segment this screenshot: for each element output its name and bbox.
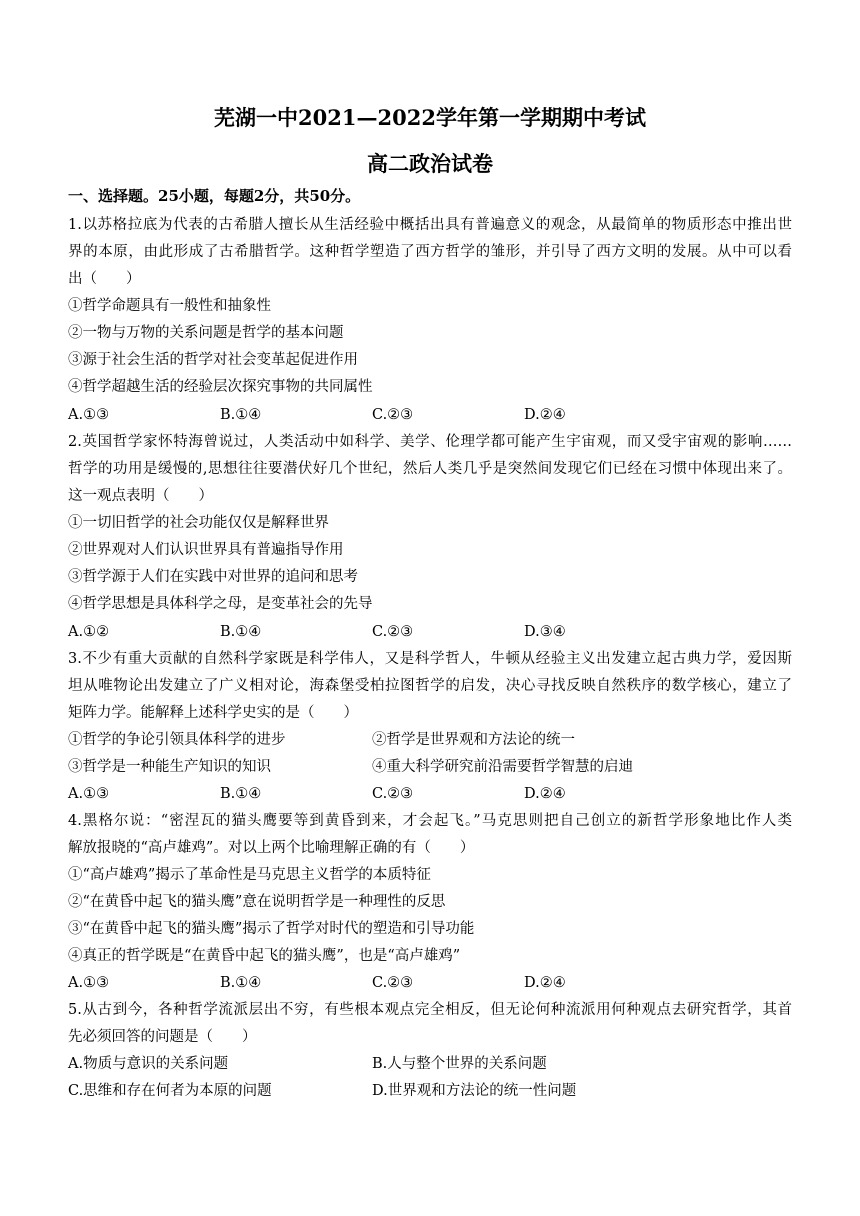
statement-item: ②世界观对人们认识世界具有普遍指导作用	[68, 542, 344, 558]
question-stem-line: 哲学的功用是缓慢的,思想往往要潜伏好几个世纪，然后人类几乎是突然间发现它们已经在习惯中体现出来了。	[68, 461, 792, 477]
statement-item: ①一切旧哲学的社会功能仅仅是解释世界	[68, 515, 329, 531]
statement-item: ③“在黄昏中起飞的猫头鹰”揭示了哲学对时代的塑造和引导功能	[68, 921, 475, 937]
option-c: C.②③	[372, 407, 414, 423]
option-c: C.②③	[372, 975, 414, 991]
option-c: C.②③	[372, 786, 414, 802]
statement-item: ④哲学思想是具体科学之母，是变革社会的先导	[68, 596, 373, 612]
question-stem-line: 坦从唯物论出发建立了广义相对论，海森堡受柏拉图哲学的启发，决心寻找反映自然秩序的数学核心，建立了	[68, 678, 792, 694]
option-b: B.人与整个世界的关系问题	[372, 1056, 547, 1072]
option-b: B.①④	[220, 407, 262, 423]
statement-item: ④哲学超越生活的经验层次探究事物的共同属性	[68, 379, 373, 395]
option-d: D.②④	[524, 786, 566, 802]
option-b: B.①④	[220, 975, 262, 991]
exam-title: 芜湖一中2021—2022学年第一学期期中考试	[214, 105, 646, 130]
question-stem-line: 解放报晓的“高卢雄鸡”。对以上两个比喻理解正确的有（ ）	[68, 840, 475, 856]
exam-subtitle: 高二政治试卷	[367, 151, 493, 176]
question-stem-line: 2.英国哲学家怀特海曾说过，人类活动中如科学、美学、伦理学都可能产生宇宙观，而又受宇宙观的影响……	[68, 434, 792, 450]
statement-item: ①哲学命题具有一般性和抽象性	[68, 298, 271, 314]
option-a: A.①②	[68, 624, 110, 640]
question-stem-line: 出（ ）	[68, 271, 141, 287]
option-a: A.物质与意识的关系问题	[68, 1056, 229, 1072]
option-d: D.③④	[524, 624, 566, 640]
statement-item: ②哲学是世界观和方法论的统一	[372, 732, 575, 748]
option-d: D.②④	[524, 975, 566, 991]
statement-item: ④重大科学研究前沿需要哲学智慧的启迪	[372, 759, 633, 775]
statement-item: ③源于社会生活的哲学对社会变革起促进作用	[68, 352, 358, 368]
option-c: C.思维和存在何者为本原的问题	[68, 1083, 272, 1099]
option-a: A.①③	[68, 786, 110, 802]
option-a: A.①③	[68, 975, 110, 991]
statement-item: ②“在黄昏中起飞的猫头鹰”意在说明哲学是一种理性的反思	[68, 894, 446, 910]
question-stem-line: 界的本原，由此形成了古希腊哲学。这种哲学塑造了西方哲学的雏形，并引导了西方文明的发展。从中可以看	[68, 244, 792, 260]
question-stem-line: 先必须回答的问题是（ ）	[68, 1029, 257, 1045]
option-d: D.②④	[524, 407, 566, 423]
option-a: A.①③	[68, 407, 110, 423]
question-stem-line: 3.不少有重大贡献的自然科学家既是科学伟人，又是科学哲人，牛顿从经验主义出发建立起古典力学，爱因斯	[68, 651, 792, 667]
option-b: B.①④	[220, 786, 262, 802]
section-heading: 一、选择题。25小题，每题2分，共50分。	[68, 187, 361, 205]
statement-item: ②一物与万物的关系问题是哲学的基本问题	[68, 325, 344, 341]
question-stem-line: 这一观点表明（ ）	[68, 488, 213, 504]
option-b: B.①④	[220, 624, 262, 640]
statement-item: ④真正的哲学既是“在黄昏中起飞的猫头鹰”，也是“高卢雄鸡”	[68, 948, 461, 964]
option-d: D.世界观和方法论的统一性问题	[372, 1083, 577, 1099]
option-c: C.②③	[372, 624, 414, 640]
question-stem-line: 矩阵力学。能解释上述科学史实的是（ ）	[68, 705, 358, 721]
question-stem-line: 5.从古到今，各种哲学流派层出不穷，有些根本观点完全相反，但无论何种流派用何种观点去研究哲学，其首	[68, 1002, 792, 1018]
question-stem-line: 4.黑格尔说：“密涅瓦的猫头鹰要等到黄昏到来，才会起飞。”马克思则把自己创立的新哲学形象地比作人类	[68, 813, 792, 829]
question-stem-line: 1.以苏格拉底为代表的古希腊人擅长从生活经验中概括出具有普遍意义的观念，从最简单的物质形态中推出世	[68, 217, 792, 233]
statement-item: ③哲学源于人们在实践中对世界的追问和思考	[68, 569, 358, 585]
statement-item: ①“高卢雄鸡”揭示了革命性是马克思主义哲学的本质特征	[68, 867, 431, 883]
statement-item: ③哲学是一种能生产知识的知识	[68, 759, 271, 775]
statement-item: ①哲学的争论引领具体科学的进步	[68, 732, 286, 748]
